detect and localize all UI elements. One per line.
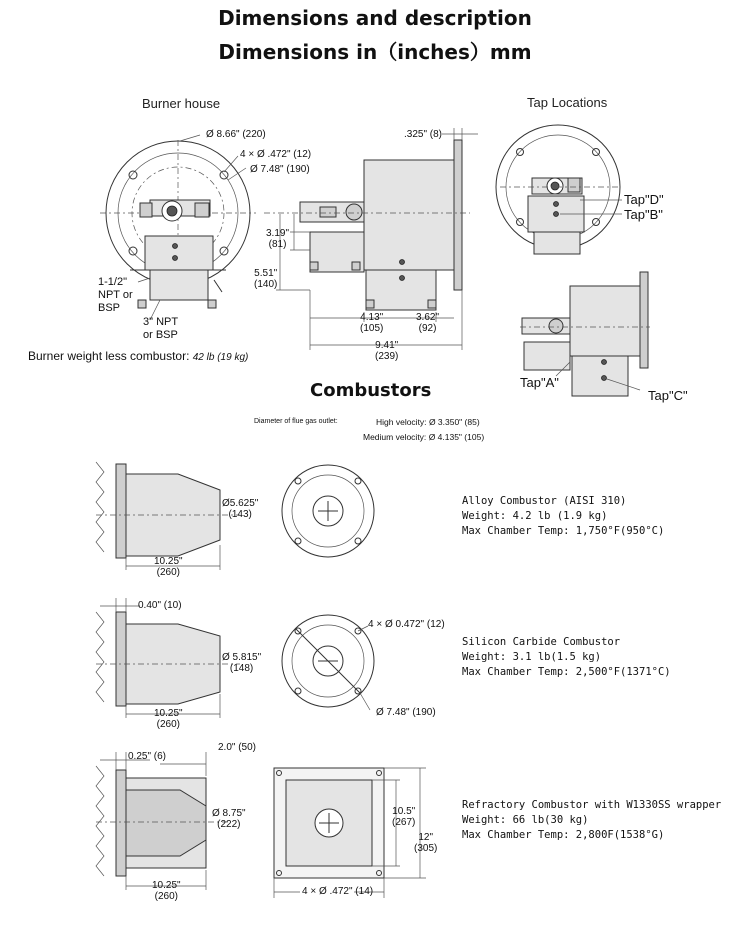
refractory-20: 2.0" (50)	[218, 742, 257, 753]
dim-551: 5.51" (140)	[254, 268, 278, 290]
alloy-length: 10.25" (260)	[154, 556, 183, 578]
silicon-flange: 0.40" (10)	[138, 600, 182, 611]
flue-label: Diameter of flue gas outlet:	[254, 418, 338, 425]
refractory-side-view	[96, 752, 230, 890]
npt-1-1-2-label: 1-1/2" NPT or BSP	[98, 276, 133, 314]
tap-b-label: Tap"B"	[624, 207, 663, 222]
tap-d-label: Tap"D"	[624, 192, 664, 207]
silicon-front-view	[282, 615, 374, 710]
burner-heading: Burner house	[142, 96, 221, 111]
refractory-025: 0.25" (6)	[128, 751, 167, 762]
dim-319: 3.19" (81)	[266, 228, 290, 250]
silicon-side-view	[96, 598, 240, 718]
silicon-length: 10.25" (260)	[154, 708, 183, 730]
refractory-105: 10.5" (267)	[392, 806, 416, 828]
silicon-dia: Ø 5.815" (148)	[222, 652, 262, 674]
silicon-spec: Silicon Carbide Combustor Weight: 3.1 lb(1.5 kg) Max Chamber Temp: 2,500°F(1371°C)	[462, 636, 671, 678]
combustors-heading: Combustors	[310, 380, 432, 401]
dim-holes: 4 × Ø .472" (12)	[240, 149, 312, 160]
refractory-holes: 4 × Ø .472" (14)	[302, 886, 374, 897]
flue-medium-velocity: Medium velocity: Ø 4.135" (105)	[363, 432, 485, 442]
alloy-front-view	[282, 465, 374, 557]
alloy-side-view	[96, 462, 240, 570]
dim-dia-866: Ø 8.66" (220)	[206, 129, 266, 140]
tap-c-label: Tap"C"	[648, 388, 688, 403]
tap-a-label: Tap"A"	[520, 375, 559, 390]
dim-413: 4.13" (105)	[360, 312, 384, 334]
silicon-holes: 4 × Ø 0.472" (12)	[368, 619, 445, 630]
refractory-front-view	[274, 768, 426, 898]
tap-front-view	[496, 125, 622, 254]
alloy-dia: Ø5.625" (143)	[222, 498, 259, 520]
refractory-spec: Refractory Combustor with W1330SS wrapper Weight: 66 lb(30 kg) Max Chamber Temp: 2,800F(1538°G)	[462, 799, 722, 841]
burner-weight: Burner weight less combustor: 42 lb (19 kg)	[28, 349, 249, 363]
dim-362: 3.62" (92)	[416, 312, 440, 334]
dim-dia-748: Ø 7.48" (190)	[250, 164, 310, 175]
tap-heading: Tap Locations	[527, 95, 608, 110]
page-title-line1: Dimensions and description	[218, 6, 532, 30]
dim-325: .325" (8)	[404, 129, 443, 140]
silicon-bolt: Ø 7.48" (190)	[376, 707, 436, 718]
refractory-dia: Ø 8.75" (222)	[212, 808, 246, 830]
refractory-12: 12" (305)	[414, 832, 438, 854]
page-title-line2: Dimensions in（inches）mm	[218, 40, 532, 64]
npt-3-label: 3" NPT or BSP	[143, 316, 179, 341]
refractory-length: 10.25" (260)	[152, 880, 181, 902]
flue-high-velocity: High velocity: Ø 3.350" (85)	[376, 417, 480, 427]
alloy-spec: Alloy Combustor (AISI 310) Weight: 4.2 lb (1.9 kg) Max Chamber Temp: 1,750°F(950°C)	[462, 495, 665, 537]
dim-941: 9.41" (239)	[375, 340, 399, 362]
